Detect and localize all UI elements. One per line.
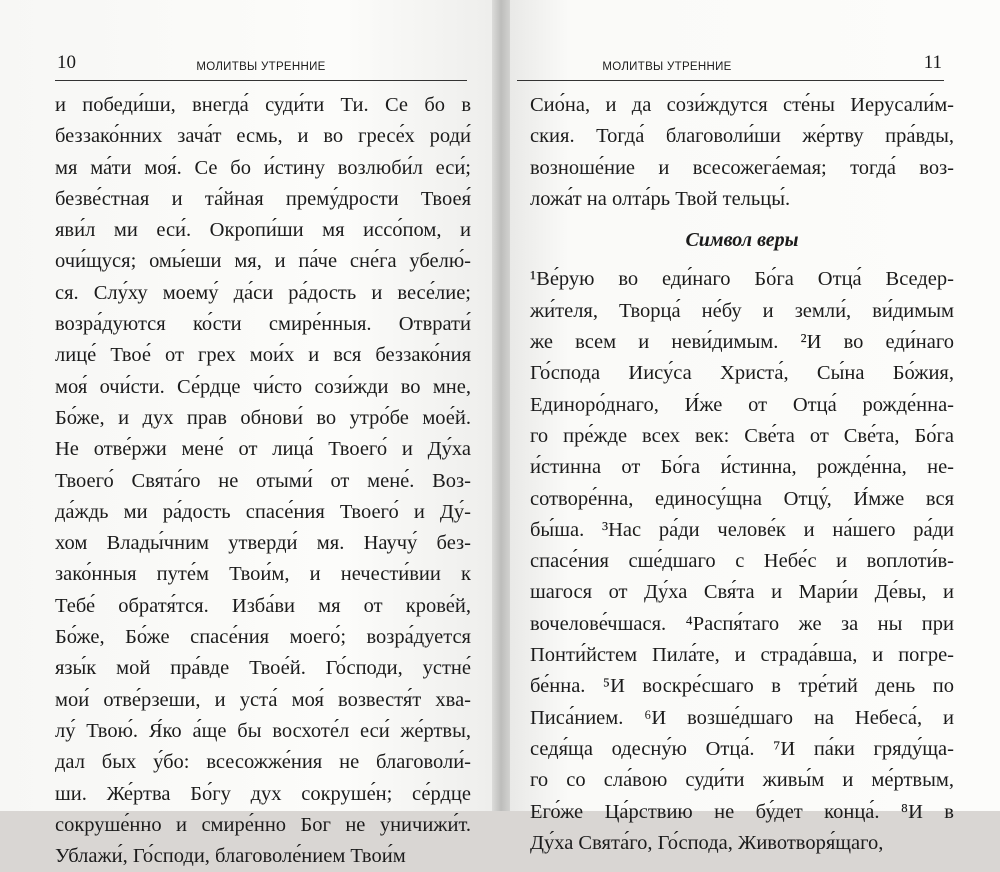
text-line: сотворе́нна, единосу́щна Отцу́, И́мже вся xyxy=(530,487,954,510)
text-line: Понти́йстем Пила́те, и страда́вша, и погре- xyxy=(530,644,954,667)
text-line: Твоего́ Свята́го не отыми́ от мене́. Воз- xyxy=(55,469,471,492)
text-line: дал бых у́бо: всесожже́ния не благоволи́- xyxy=(55,751,471,774)
text-line: ложа́т на олта́рь Твой тельцы́. xyxy=(530,187,791,210)
text-line: ския. Тогда́ благоволи́ши же́ртву пра́вды, xyxy=(530,125,954,148)
right-page xyxy=(510,0,1000,854)
running-head: МОЛИТВЫ УТРЕННИЕ xyxy=(196,61,326,73)
text-line: го пре́жде всех век: Све́та от Све́та, Бо́га xyxy=(530,424,954,447)
text-line: сокруше́нно и смире́нно Бог не уничижи́т. xyxy=(55,813,471,836)
text-line: безве́стная и та́йная прему́дрости Твоея́ xyxy=(55,187,471,210)
text-line: яви́л ми еси́. Окропи́ши мя иссо́пом, и xyxy=(55,219,471,242)
text-line: очи́щуся; омы́еши мя, и па́че сне́га убелю́- xyxy=(55,250,471,273)
left-page-text xyxy=(55,90,471,872)
text-line: лице́ Твое́ от грех мои́х и вся беззако́ния xyxy=(55,344,471,367)
text-line: хом Влады́чним утверди́ мя. Научу́ без- xyxy=(55,532,471,555)
text-line: Единоро́днаго, И́же от Отца́ рожде́нна- xyxy=(530,393,954,416)
text-line: же всем и неви́димым. ²И во еди́наго xyxy=(530,331,954,354)
text-line: Писа́нием. ⁶И возше́дшаго на Небеса́, и xyxy=(530,706,954,729)
text-line: ¹Ве́рую во еди́наго Бо́га Отца́ Вседер- xyxy=(530,268,954,291)
text-line: ся. Слу́ху моему́ да́си ра́дость и весе́лие; xyxy=(55,281,471,304)
text-line: Тебе́ обратя́тся. Изба́ви мя от крове́й, xyxy=(55,594,471,617)
text-line: бе́нна. ⁵И воскре́сшаго в тре́тий день по xyxy=(530,675,954,698)
page-number: 10 xyxy=(57,52,76,73)
text-line: Его́же Ца́рствию не бу́дет конца́. ⁸И в xyxy=(530,800,954,823)
creed-text xyxy=(530,264,954,859)
text-line: Бо́же, Бо́же спасе́ния моего́; возра́дуется xyxy=(55,626,471,649)
text-line: седя́ща одесну́ю Отца́. ⁷И па́ки гряду́ща- xyxy=(530,737,954,760)
text-line: бы́ша. ³Нас ра́ди челове́к и на́шего ра́ди xyxy=(530,518,954,541)
text-line: го со сла́вою суди́ти живы́м и ме́ртвым, xyxy=(530,769,954,792)
left-page xyxy=(0,0,492,868)
text-line: шагося от Ду́ха Свя́та и Мари́и Де́вы, и xyxy=(530,581,954,604)
book-gutter xyxy=(492,0,510,811)
text-line: жи́теля, Творца́ не́бу и земли́, ви́димым xyxy=(530,299,954,322)
text-line: Сио́на, и да сози́ждутся сте́ны Иерусали́м- xyxy=(530,94,954,116)
running-head: МОЛИТВЫ УТРЕННИЕ xyxy=(602,61,732,73)
text-line: мои́ отве́рзеши, и уста́ моя́ возвестя́т хва- xyxy=(55,688,471,711)
text-line: Ублажи́, Го́споди, благоволе́нием Твои́м xyxy=(55,845,406,868)
right-page-text xyxy=(530,90,954,859)
text-line: ши. Же́ртва Бо́гу дух сокруше́н; се́рдце xyxy=(55,782,471,805)
left-page-header xyxy=(55,50,467,81)
text-line: Не отве́ржи мене́ от лица́ Твоего́ и Ду́ха xyxy=(55,438,471,461)
text-line: возра́дуются ко́сти смире́нныя. Отврати́ xyxy=(55,313,471,336)
text-line: беззако́нних зача́т есмь, и во гресе́х роди́ xyxy=(55,125,471,148)
text-line: и победи́ши, внегда́ суди́ти Ти. Се бо в xyxy=(55,94,471,116)
text-line: мя ма́ти моя́. Се бо и́стину возлюби́л еси́; xyxy=(55,156,471,179)
text-line: Бо́же, и дух прав обнови́ во утро́бе мое́й. xyxy=(55,406,471,429)
text-line: да́ждь ми ра́дость спасе́ния Твоего́ и Ду́- xyxy=(55,500,471,523)
text-line: спасе́ния сше́дшаго с Небе́с и воплоти́в- xyxy=(530,550,954,573)
section-heading: Символ веры xyxy=(685,229,799,252)
page-number: 11 xyxy=(923,52,942,73)
right-page-header xyxy=(517,50,944,81)
text-line: лу́ Твою́. Я́ко а́ще бы восхоте́л еси́ же́ртвы, xyxy=(55,719,471,742)
text-line: и́стинна от Бо́га и́стинна, рожде́нна, не- xyxy=(530,456,954,479)
text-line: Го́спода Иису́са Христа́, Сы́на Бо́жия, xyxy=(530,362,954,385)
text-line: возноше́ние и всесожега́емая; тогда́ воз- xyxy=(530,156,954,179)
text-line: язы́к мой пра́вде Твое́й. Го́споди, устне́ xyxy=(55,657,471,680)
text-line: моя́ очи́сти. Се́рдце чи́сто сози́жди во мне, xyxy=(55,375,471,398)
text-line: зако́нныя путе́м Твои́м, и нечести́вии к xyxy=(55,563,471,586)
text-line: вочелове́чшася. ⁴Распя́таго же за ны при xyxy=(530,612,954,635)
text-line: Ду́ха Свята́го, Го́спода, Животворя́щаго, xyxy=(530,831,884,854)
psalm-ending xyxy=(530,90,954,215)
